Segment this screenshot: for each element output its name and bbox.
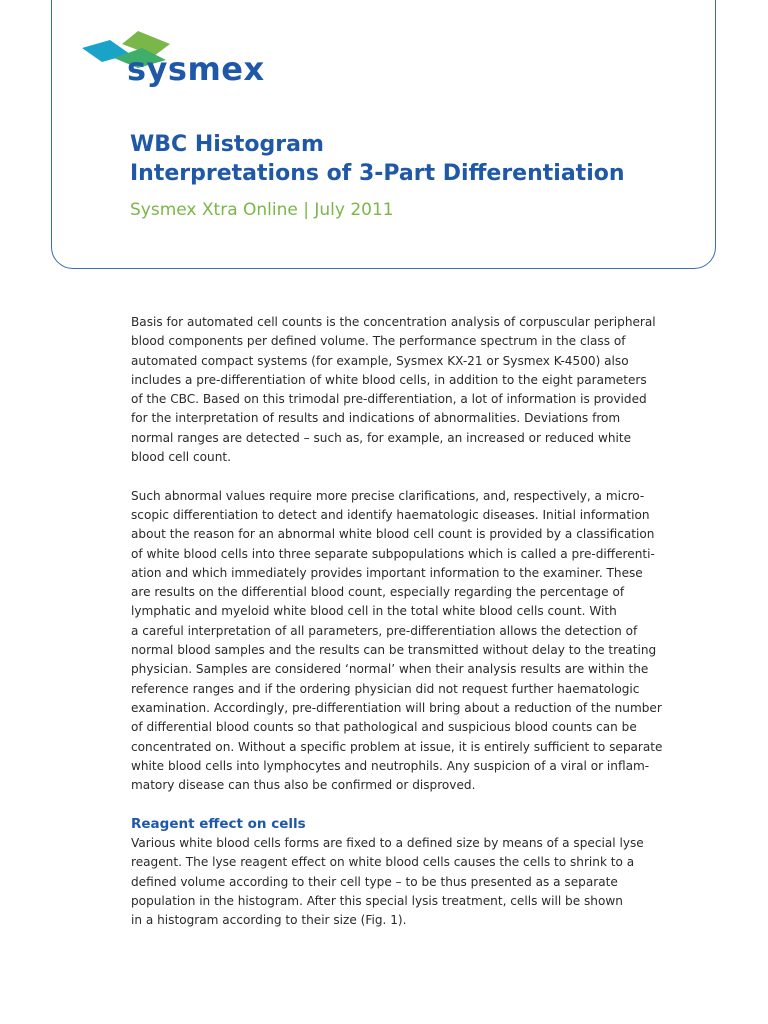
text-line: blood cell count. (131, 450, 231, 465)
text-line: reference ranges and if the ordering physician did not request further haematologic (131, 681, 640, 696)
text-line: population in the histogram. After this special lysis treatment, cells will be shown (131, 893, 623, 908)
text-line: blood components per defined volume. The performance spectrum in the class of (131, 334, 626, 349)
text-line: in a histogram according to their size (Fig. 1). (131, 913, 407, 928)
text-line: includes a pre-differentiation of white blood cells, in addition to the eight parameters (131, 372, 647, 387)
document-title (130, 130, 625, 188)
logo-wordmark: sysmex (127, 50, 265, 88)
title-line: WBC Histogram (130, 132, 324, 157)
text-line: lymphatic and myeloid white blood cell in the total white blood cells count. With (131, 604, 617, 619)
text-line: matory disease can thus also be confirmed or disproved. (131, 778, 476, 793)
text-line: white blood cells into lymphocytes and neutrophils. Any suspicion of a viral or inflam- (131, 758, 650, 773)
document-subtitle: Sysmex Xtra Online | July 2011 (130, 200, 394, 220)
section-heading: Reagent effect on cells (131, 815, 306, 832)
text-line: normal blood samples and the results can be transmitted without delay to the treating (131, 643, 657, 658)
text-line: defined volume according to their cell type – to be thus presented as a separate (131, 874, 618, 889)
text-line: a careful interpretation of all parameters, pre-differentiation allows the detection of (131, 623, 638, 638)
text-line: Basis for automated cell counts is the concentration analysis of corpuscular peripheral (131, 315, 656, 329)
text-line: for the interpretation of results and indications of abnormalities. Deviations from (131, 411, 621, 426)
text-line: automated compact systems (for example, Sysmex KX-21 or Sysmex K-4500) also (131, 353, 629, 368)
text-line: about the reason for an abnormal white blood cell count is provided by a classification (131, 527, 655, 542)
text-line: normal ranges are detected – such as, for example, an increased or reduced white (131, 430, 632, 445)
text-line: of differential blood counts so that pathological and suspicious blood counts can be (131, 720, 637, 735)
sysmex-logo (80, 30, 270, 90)
article-body (131, 313, 663, 950)
title-line: Interpretations of 3-Part Differentiation (130, 161, 625, 186)
text-line: Various white blood cells forms are fixed to a defined size by means of a special lyse (131, 836, 644, 851)
paragraph (131, 313, 656, 467)
text-line: scopic differentiation to detect and identify haematologic diseases. Initial information (131, 507, 650, 522)
text-line: ation and which immediately provides important information to the examiner. These (131, 565, 643, 580)
text-line: Such abnormal values require more precise clarifications, and, respectively, a micro- (131, 488, 645, 503)
paragraph (131, 834, 646, 930)
text-line: of white blood cells into three separate subpopulations which is called a pre-differenti- (131, 546, 655, 561)
text-line: are results on the differential blood count, especially regarding the percentage of (131, 585, 625, 600)
text-line: examination. Accordingly, pre-differentiation will bring about a reduction of the number (131, 700, 662, 715)
text-line: concentrated on. Without a specific problem at issue, it is entirely sufficient to separate (131, 739, 663, 754)
text-line: of the CBC. Based on this trimodal pre-differentiation, a lot of information is provided (131, 392, 647, 407)
paragraph (131, 487, 663, 796)
text-line: reagent. The lyse reagent effect on white blood cells causes the cells to shrink to a (131, 855, 635, 870)
text-line: physician. Samples are considered ‘normal’ when their analysis results are within the (131, 662, 649, 677)
